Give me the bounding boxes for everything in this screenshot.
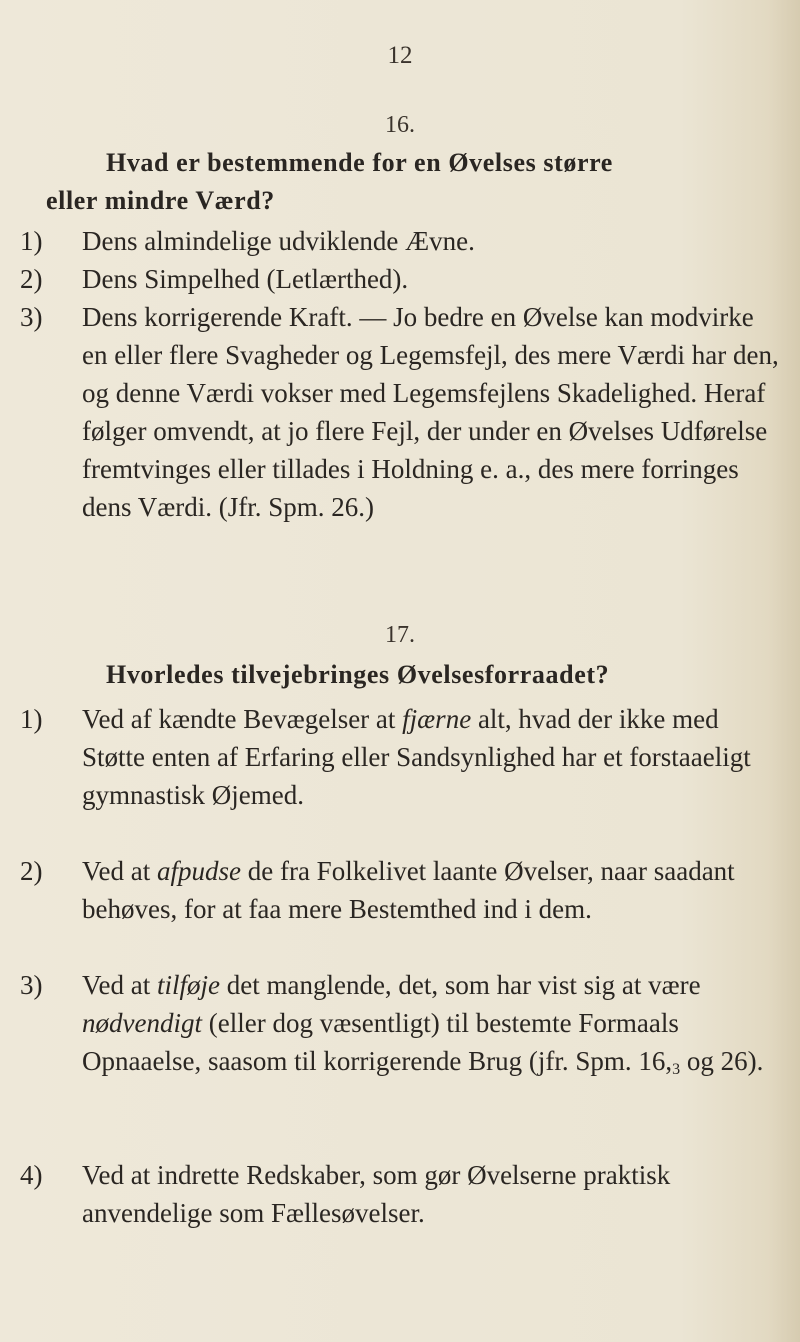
question-line-2: eller mindre Værd?: [46, 186, 275, 215]
item-number: 3): [20, 302, 43, 332]
section-number-16: 16.: [385, 112, 415, 138]
emphasis: tilføje: [156, 970, 220, 1000]
item-text: Dens almindelige udviklende Ævne.: [82, 226, 475, 256]
section-17-item-3: [20, 966, 780, 1089]
section-16-item-1: [20, 222, 780, 260]
item-number: 1): [20, 226, 43, 256]
question-line-1: Hvad er bestemmende for en Øvelses større: [106, 148, 613, 177]
item-number: 4): [20, 1160, 43, 1190]
item-text: Ved at afpudse de fra Folkelivet laante Øvelser, naar saadant behøves, for at faa mere Bestemthed ind i dem.: [82, 856, 735, 924]
item-text: Ved at tilføje det manglende, det, som har vist sig at være nødvendigt (eller dog væsentligt) til bestemte Formaals Opnaaelse, saasom til korrigerende Brug (jfr. Spm. $16,_3$ og 26).: [82, 970, 764, 1078]
section-16-question: [46, 144, 786, 220]
item-number: 1): [20, 704, 43, 734]
section-16-item-3: [20, 298, 780, 526]
item-text: Ved at indrette Redskaber, som gør Øvelserne praktisk anvendelige som Fællesøvelser.: [82, 1160, 671, 1228]
item-text: Dens Simpelhed (Letlærthed).: [82, 264, 409, 294]
subscript: 3: [672, 1061, 681, 1078]
emphasis: afpudse: [156, 856, 241, 886]
item-text: Ved af kændte Bevægelser at fjærne alt, hvad der ikke med Støtte enten af Erfaring eller Sandsynlighed har et forstaaeligt gymnastisk Øjemed.: [82, 704, 751, 810]
item-text: Dens korrigerende Kraft. — Jo bedre en Øvelse kan modvirke en eller flere Svagheder og Legemsfejl, des mere Værdi har den, og denne Værdi vokser med Legemsfejlens Skadelighed. Heraf følger omvendt, at jo flere Fejl, der under en Øvelses Udførelse fremtvinges eller tillades i Holdning e. a., des mere forringes dens Værdi. (Jfr. Spm. 26.): [82, 302, 779, 522]
section-17-item-4: [20, 1156, 780, 1232]
item-number: 3): [20, 970, 43, 1000]
emphasis: nødvendigt: [82, 1008, 202, 1038]
page-number: 12: [387, 42, 413, 69]
section-17-question: [46, 656, 786, 694]
item-number: 2): [20, 856, 43, 886]
section-17-item-1: [20, 700, 780, 814]
emphasis: fjærne: [402, 704, 472, 734]
item-number: 2): [20, 264, 43, 294]
section-16-item-2: [20, 260, 780, 298]
section-17-item-2: [20, 852, 780, 928]
section-number-17: 17.: [385, 622, 415, 648]
question-text: Hvorledes tilvejebringes Øvelsesforraadet?: [106, 660, 610, 689]
